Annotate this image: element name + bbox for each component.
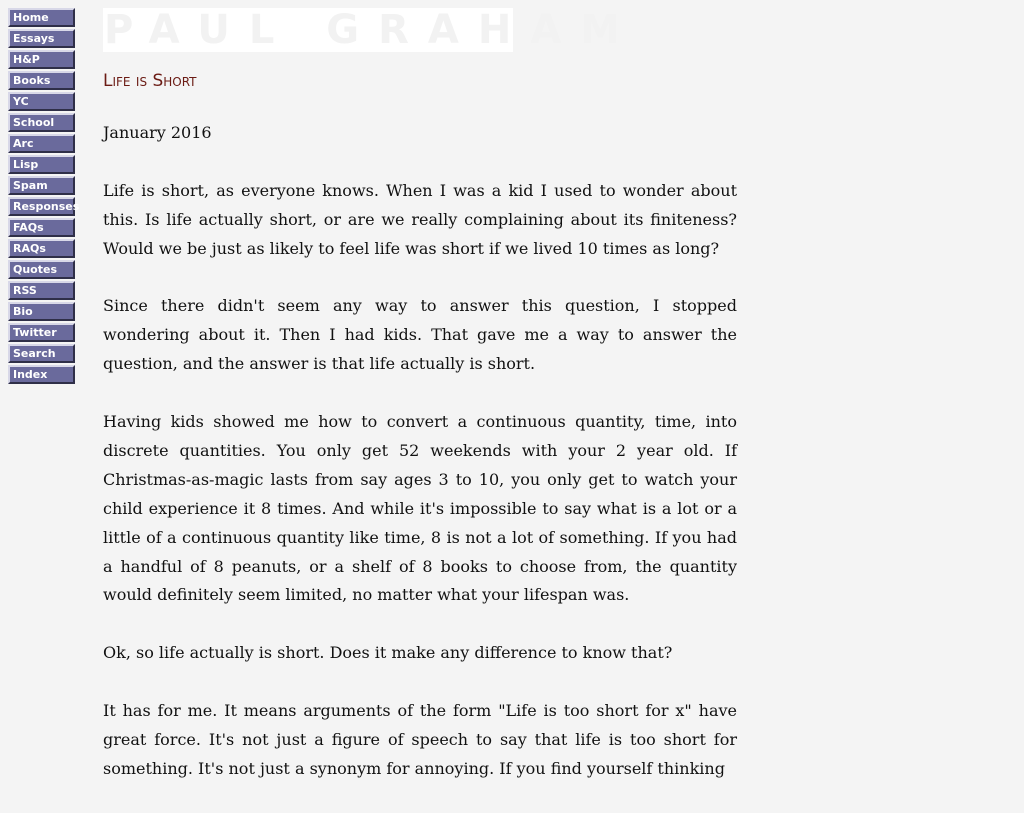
nav-twitter-button[interactable]: Twitter [8,323,75,342]
nav-bio-button[interactable]: Bio [8,302,75,321]
sidebar-nav [8,8,80,386]
essay-paragraph: Having kids showed me how to convert a continuous quantity, time, into discrete quantities. You only get 52 weekends with your 2 year old. If Christmas-as-magic lasts from say ages 3 to 10, you only get to watch your child experience it 8 times. And while it's impossible to say what is a lot or a little of a continuous quantity like time, 8 is not a lot of something. If you had a handful of 8 peanuts, or a shelf of 8 books to choose from, the quantity would definitely seem limited, no matter what your lifespan was. [103,412,737,605]
site-masthead-logo[interactable] [103,7,640,53]
nav-quotes-button[interactable]: Quotes [8,260,75,279]
nav-home-button[interactable]: Home [8,8,75,27]
nav-index-button[interactable]: Index [8,365,75,384]
nav-arc-button[interactable]: Arc [8,134,75,153]
essay-paragraph: Since there didn't seem any way to answer this question, I stopped wondering about it. Then I had kids. That gave me a way to answer the question, and the answer is that life actually is short. [103,296,737,374]
nav-school-button[interactable]: School [8,113,75,132]
nav-hp-button[interactable]: H&P [8,50,75,69]
essay-date: January 2016 [103,123,212,142]
nav-spam-button[interactable]: Spam [8,176,75,195]
nav-responses-button[interactable]: Responses [8,197,75,216]
nav-essays-button[interactable]: Essays [8,29,75,48]
nav-rss-button[interactable]: RSS [8,281,75,300]
nav-raqs-button[interactable]: RAQs [8,239,75,258]
nav-search-button[interactable]: Search [8,344,75,363]
essay-paragraph: Ok, so life actually is short. Does it make any difference to know that? [103,643,673,663]
nav-faqs-button[interactable]: FAQs [8,218,75,237]
essay-body [103,119,737,813]
masthead-text: PAUL GRAHAM [104,7,640,53]
essay-paragraph: It has for me. It means arguments of the form "Life is too short for x" have great force. It's not just a figure of speech to say that life is too short for something. It's not just a synonym for annoying. If you find yourself thinking [103,701,737,778]
essay-paragraph: Life is short, as everyone knows. When I was a kid I used to wonder about this. Is life actually short, or are we really complaining about its finiteness? Would we be just as likely to feel life was short if we lived 10 times as long? [103,180,737,258]
nav-yc-button[interactable]: YC [8,92,75,111]
nav-books-button[interactable]: Books [8,71,75,90]
nav-lisp-button[interactable]: Lisp [8,155,75,174]
essay-title: Life is Short [103,71,197,91]
